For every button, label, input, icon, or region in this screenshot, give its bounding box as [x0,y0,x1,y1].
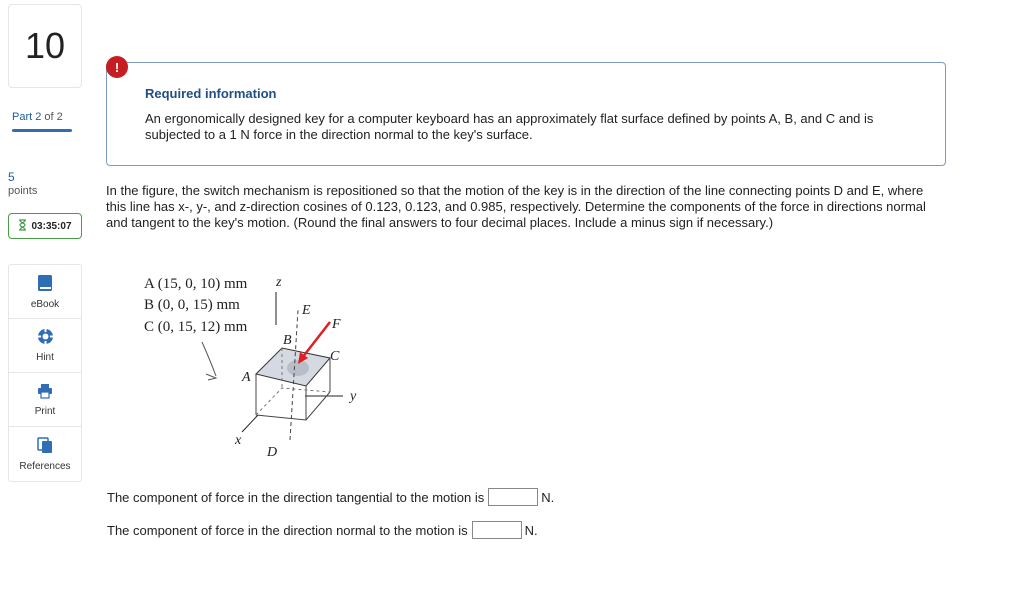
part-indicator [12,111,63,123]
figure-svg [140,270,380,470]
timer[interactable] [8,213,82,239]
pointer-arrowhead [206,374,216,380]
pointer-line [202,342,216,376]
x-axis [242,415,258,432]
answer-tangential-unit: N. [541,489,555,505]
problem-statement: In the figure, the switch mechanism is repositioned so that the motion of the key is in the direction of the line connecting points D and E, where this line has x-, y-, and z-direction cosines of 0.123, 0.123, and 0.985, respectively. Determine the components of the force in directions normal and tangent to the key's motion. (Round the final answers to four decimal places. Include a minus sign if necessary.) [106,183,926,230]
coord-b: B (0, 0, 15) mm [144,297,240,313]
label-y: y [350,389,357,404]
hourglass-icon [18,219,27,234]
key-figure [140,270,380,470]
ebook-button[interactable] [9,265,81,319]
key-shadow [287,360,309,376]
label-c: C [330,349,340,364]
part-of: of 2 [44,111,63,123]
references-label: References [19,460,71,472]
question-number: 10 [8,4,82,88]
coord-c: C (0, 15, 12) mm [144,319,248,335]
printer-icon [37,383,53,402]
required-info-box [106,62,946,166]
label-d: D [267,445,278,460]
label-a: A [242,370,251,385]
label-x: x [235,433,242,448]
answer-normal-prompt: The component of force in the direction normal to the motion is [107,522,468,538]
required-info-text: An ergonomically designed key for a computer keyboard has an approximately flat surface defined by points A, B, and C and is subjected to a 1 N force in the direction normal to the key's surface. [145,111,874,142]
answer-row-normal [107,521,538,539]
references-button[interactable] [9,427,81,481]
force-arrow [302,322,330,358]
label-b: B [283,333,292,348]
part-progress-bar [12,129,72,132]
book-icon [37,274,53,295]
normal-answer-input[interactable] [472,521,522,539]
answer-normal-unit: N. [524,522,538,538]
print-button[interactable] [9,373,81,427]
required-info-title: Required information [145,86,277,101]
tools-panel [8,264,82,482]
points-label: points [8,185,38,197]
copy-icon [37,437,53,457]
lifebuoy-icon [37,328,54,348]
box-hidden-edges [256,388,330,415]
coord-a: A (15, 0, 10) mm [144,276,248,292]
answer-tangential-prompt: The component of force in the direction tangential to the motion is [107,489,485,505]
timer-value: 03:35:07 [31,220,72,232]
print-label: Print [34,405,56,417]
ebook-label: eBook [30,298,60,310]
points-value: 5 [8,170,15,184]
alert-icon: ! [106,56,128,78]
tangential-answer-input[interactable] [488,488,538,506]
label-f: F [332,317,341,332]
label-e: E [302,303,311,318]
part-label: Part 2 [12,111,42,123]
hint-button[interactable] [9,319,81,373]
hint-label: Hint [36,352,54,363]
answer-row-tangential [107,488,554,506]
label-z: z [276,275,282,290]
